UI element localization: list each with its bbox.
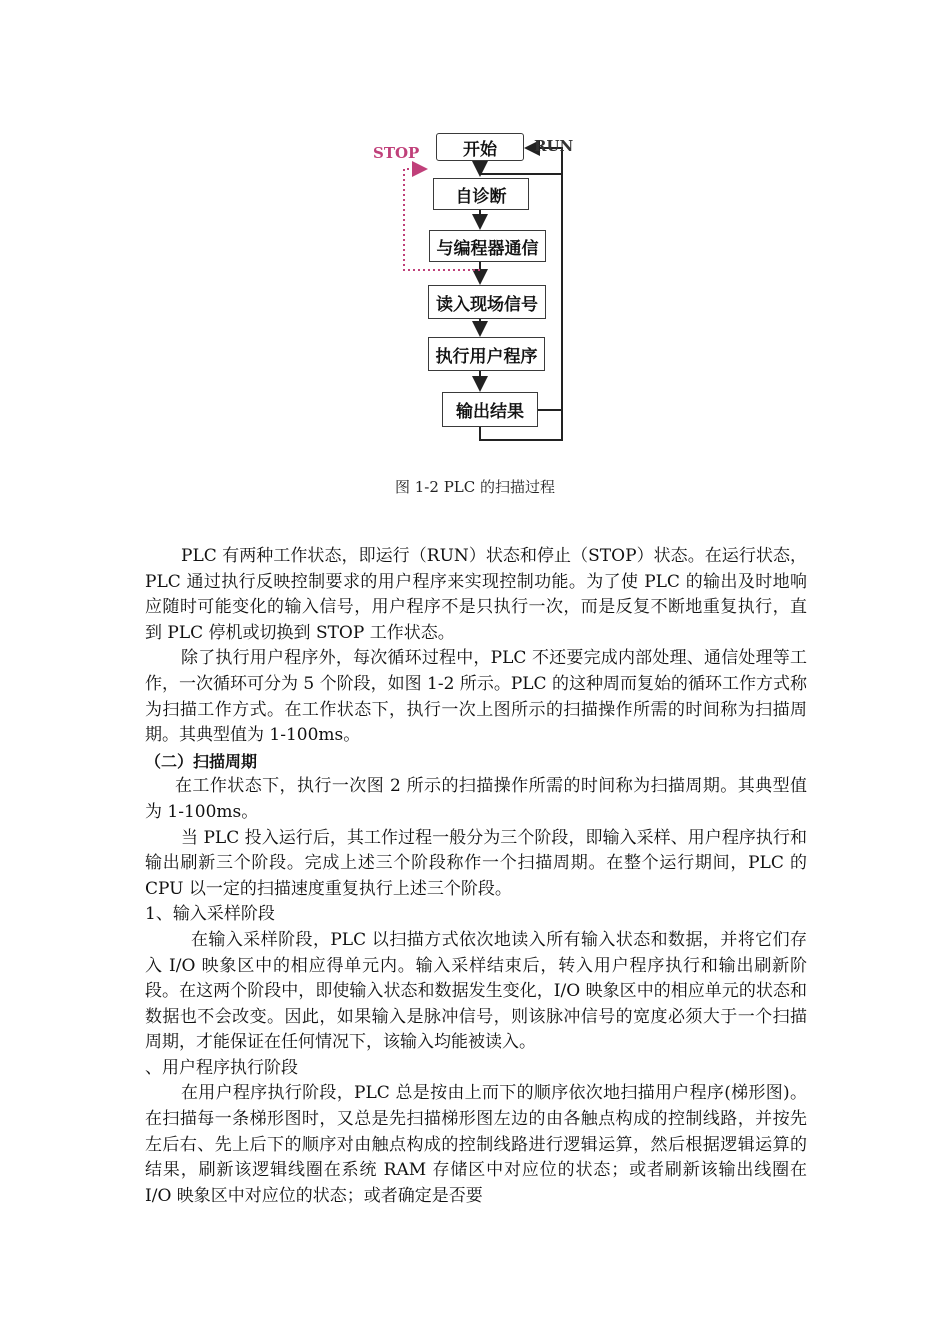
paragraph: PLC 有两种工作状态，即运行（RUN）状态和停止（STOP）状态。在运行状态，PLC 通过执行反映控制要求的用户程序来实现控制功能。为了使 PLC 的输出及时地响应随时可能变化的输入信号，用户程序不是只执行一次，而是反复不断地重复执行，直到 PLC 停机或切换到 STOP 工作状态。 [145,546,807,643]
subsection-heading: 1、输入采样阶段 [145,904,275,925]
step-read-inputs: 读入现场信号 [428,285,546,319]
paragraph: 在输入采样阶段，PLC 以扫描方式依次地读入所有输入状态和数据，并将它们存入 I/O 映象区中的相应得单元内。输入采样结束后，转入用户程序执行和输出刷新阶段。在这两个阶段中，即使输入状态和数据发生变化，I/O 映象区中的相应单元的状态和数据也不会改变。因此，如果输入是脉冲信号，则该脉冲信号的宽度必须大于一个扫描周期，才能保证在任何情况下，该输入均能被读入。 [145,929,807,1053]
paragraph: 除了执行用户程序外，每次循环过程中，PLC 不还要完成内部处理、通信处理等工作，一次循环可分为 5 个阶段，如图 1-2 所示。PLC 的这种周而复始的循环工作方式称为扫描工作方式。在工作状态下，执行一次上图所示的扫描操作所需的时间称为扫描周期。其典型值为 1-100ms。 [145,648,807,746]
step-programmer-comm: 与编程器通信 [429,230,546,262]
paragraph: 当 PLC 投入运行后，其工作过程一般分为三个阶段，即输入采样、用户程序执行和输出刷新三个阶段。完成上述三个阶段称作一个扫描周期。在整个运行期间，PLC 的 CPU 以一定的扫描速度重复执行上述三个阶段。 [145,827,807,899]
step-output-results: 输出结果 [442,392,538,427]
subsection-heading: 、用户程序执行阶段 [145,1057,298,1078]
paragraph: 在用户程序执行阶段，PLC 总是按由上而下的顺序依次地扫描用户程序(梯形图)。在扫描每一条梯形图时，又总是先扫描梯形图左边的由各触点构成的控制线路，并按先左后右、先上后下的顺序对由触点构成的控制线路进行逻辑运算，然后根据逻辑运算的结果，刷新该逻辑线圈在系统 RAM 存储区中对应位的状态；或者刷新该输出线圈在 I/O 映象区中对应位的状态；或者确定是否要 [145,1083,807,1206]
section-heading: （二）扫描周期 [145,751,258,771]
step-self-diagnosis: 自诊断 [433,178,529,210]
stop-label: STOP [373,144,420,162]
step-execute-program: 执行用户程序 [428,337,545,371]
plc-scan-flowchart [360,120,600,450]
step-start: 开始 [436,133,524,161]
paragraph: 在工作状态下，执行一次图 2 所示的扫描操作所需的时间称为扫描周期。其典型值为 1-100ms。 [145,776,807,822]
body-text [145,544,807,1209]
figure-caption: 图 1-2 PLC 的扫描过程 [395,478,555,496]
run-label: RUN [534,137,574,155]
